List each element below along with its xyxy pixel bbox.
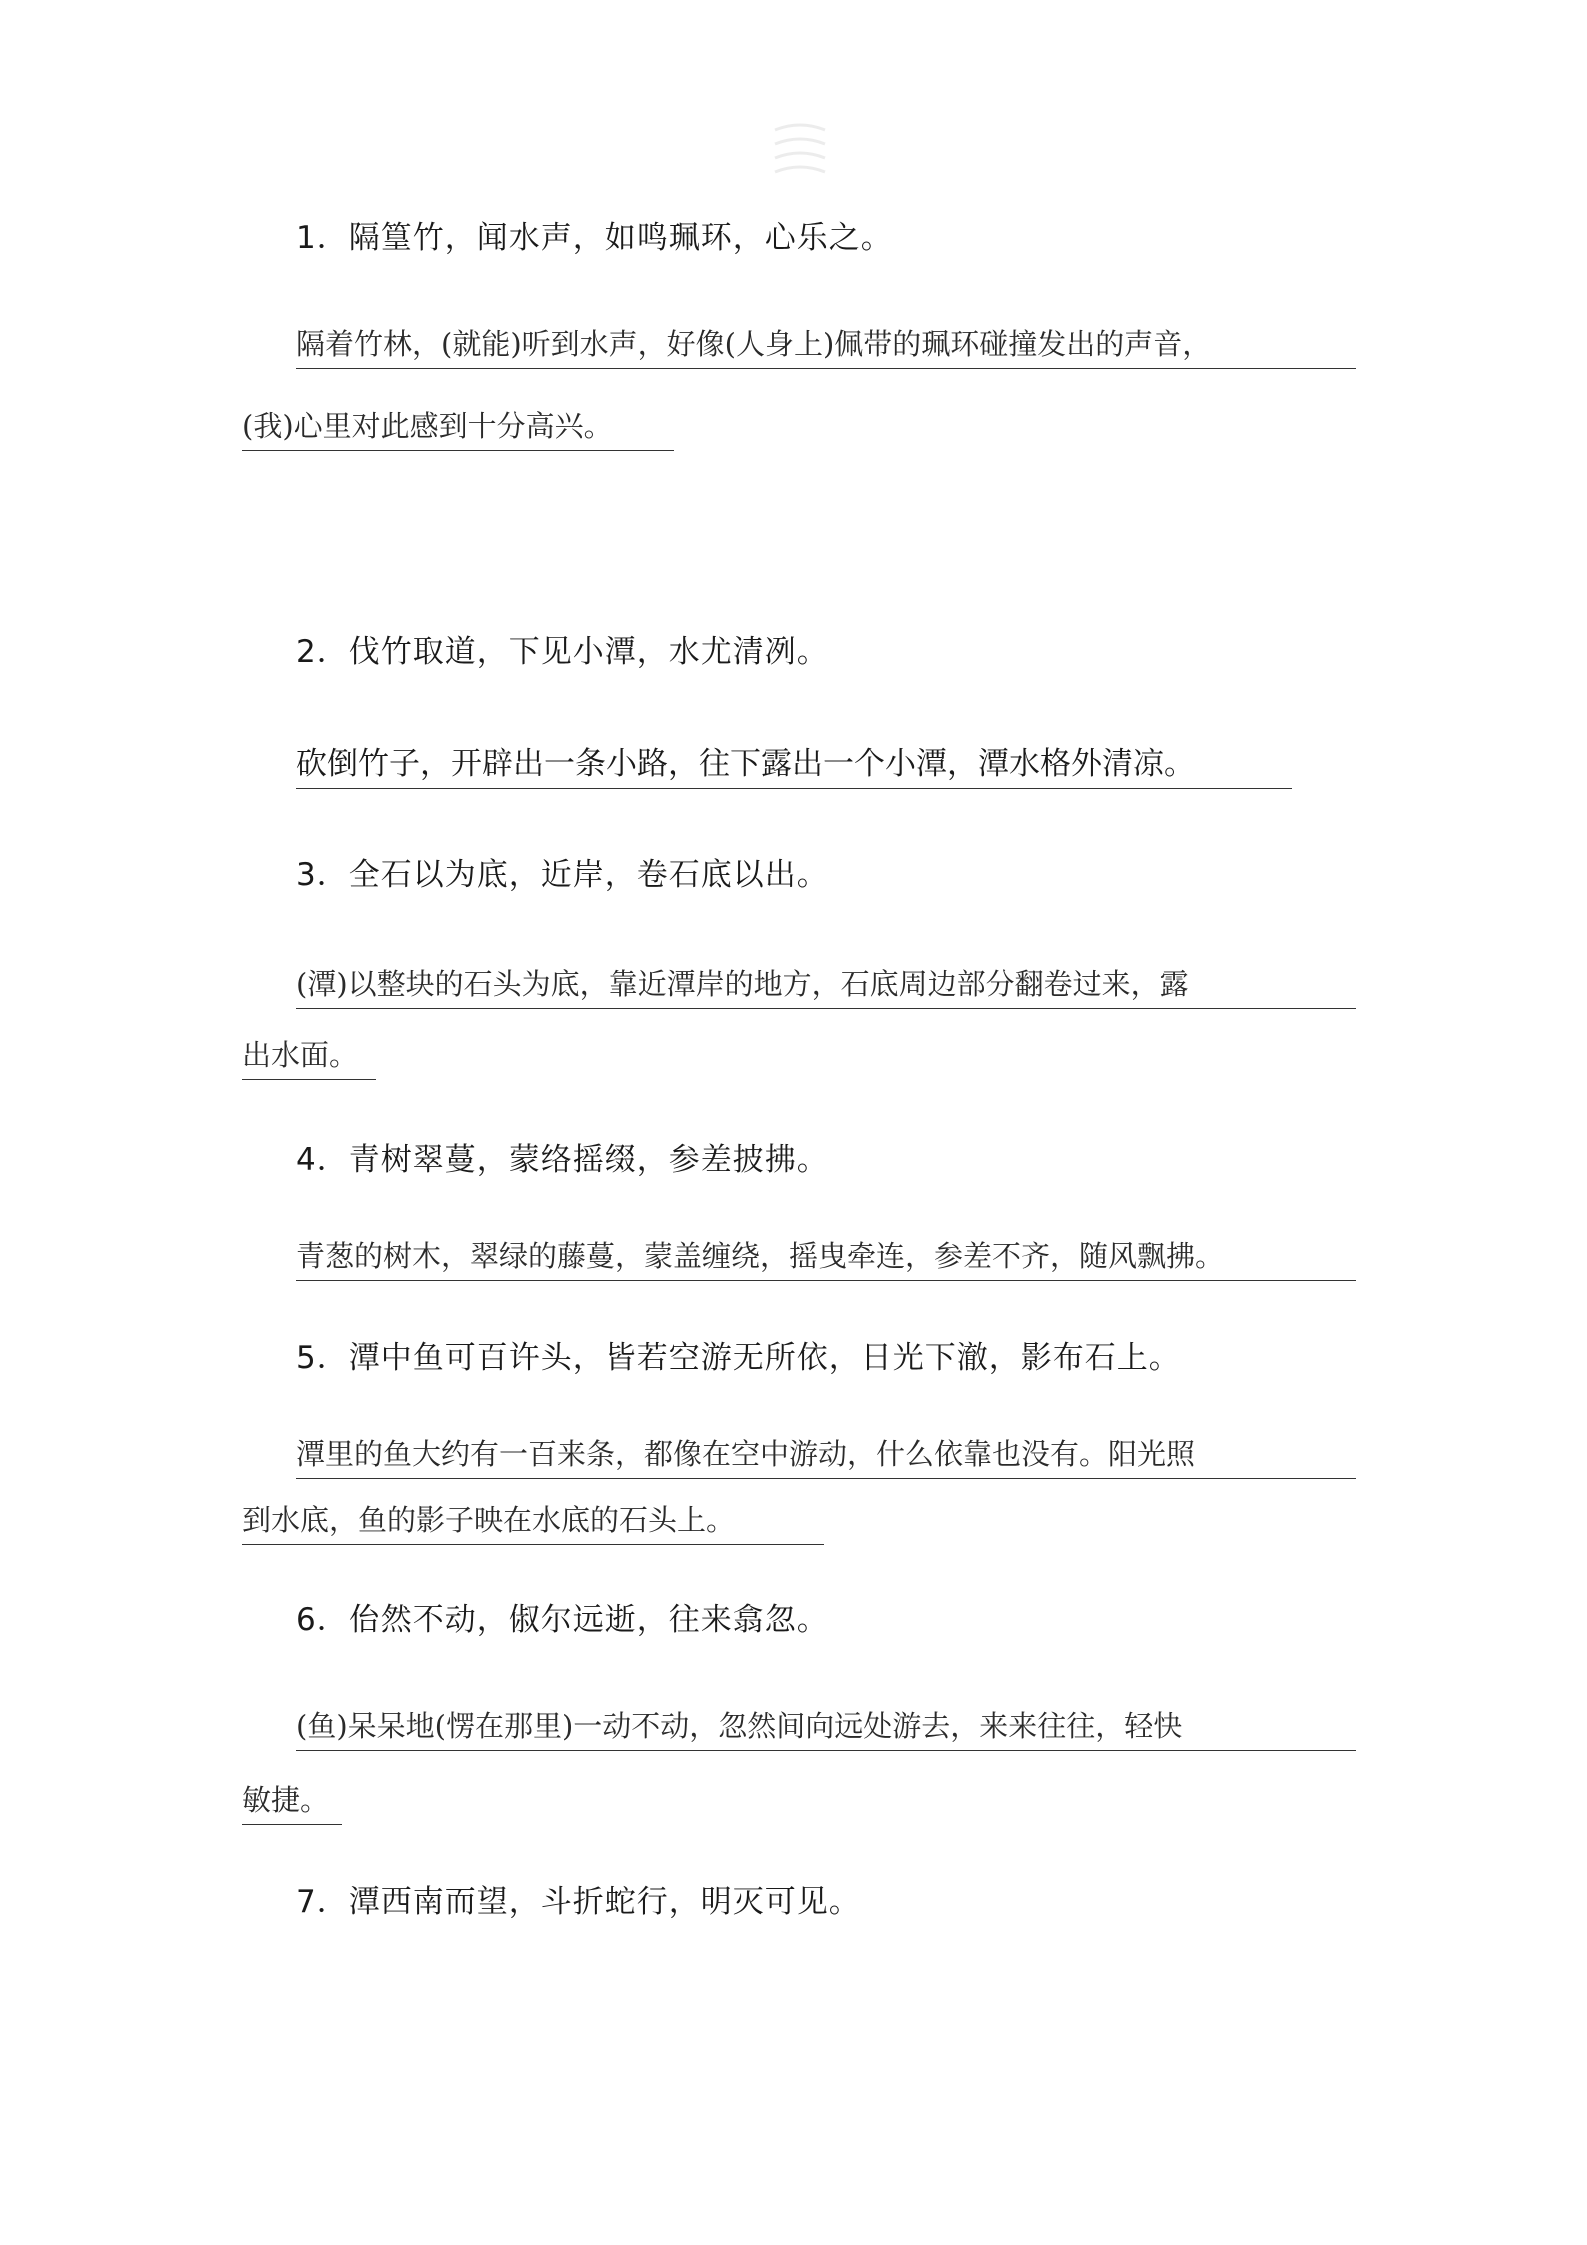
answer-5-line-1: 潭里的鱼大约有一百来条，都像在空中游动，什么依靠也没有。阳光照 [296, 1434, 1356, 1479]
answer-2-line-1: 砍倒竹子，开辟出一条小路，往下露出一个小潭，潭水格外清凉。 [296, 744, 1292, 789]
question-1: 1．隔篁竹，闻水声，如鸣珮环，心乐之。 [296, 220, 893, 256]
answer-4-line-1: 青葱的树木，翠绿的藤蔓，蒙盖缠绕，摇曳牵连，参差不齐，随风飘拂。 [296, 1236, 1356, 1281]
question-5: 5．潭中鱼可百许头，皆若空游无所依，日光下澈，影布石上。 [296, 1340, 1181, 1376]
answer-5-line-2: 到水底，鱼的影子映在水底的石头上。 [242, 1500, 824, 1545]
answer-1-line-1: 隔着竹林，(就能)听到水声，好像(人身上)佩带的珮环碰撞发出的声音， [296, 324, 1356, 369]
question-6: 6．佁然不动，俶尔远逝，往来翕忽。 [296, 1602, 829, 1638]
question-2: 2．伐竹取道，下见小潭，水尤清冽。 [296, 634, 829, 670]
question-3: 3．全石以为底，近岸，卷石底以出。 [296, 857, 829, 893]
question-7: 7．潭西南而望，斗折蛇行，明灭可见。 [296, 1884, 861, 1920]
answer-6-line-1: (鱼)呆呆地(愣在那里)一动不动，忽然间向远处游去，来来往往，轻快 [296, 1706, 1356, 1751]
answer-3-line-1: (潭)以整块的石头为底，靠近潭岸的地方，石底周边部分翻卷过来，露 [296, 964, 1356, 1009]
answer-3-line-2: 出水面。 [242, 1035, 376, 1080]
answer-1-line-2: (我)心里对此感到十分高兴。 [242, 406, 674, 451]
watermark-logo-icon [770, 118, 830, 188]
answer-6-line-2: 敏捷。 [242, 1780, 342, 1825]
question-4: 4．青树翠蔓，蒙络摇缀，参差披拂。 [296, 1142, 829, 1178]
